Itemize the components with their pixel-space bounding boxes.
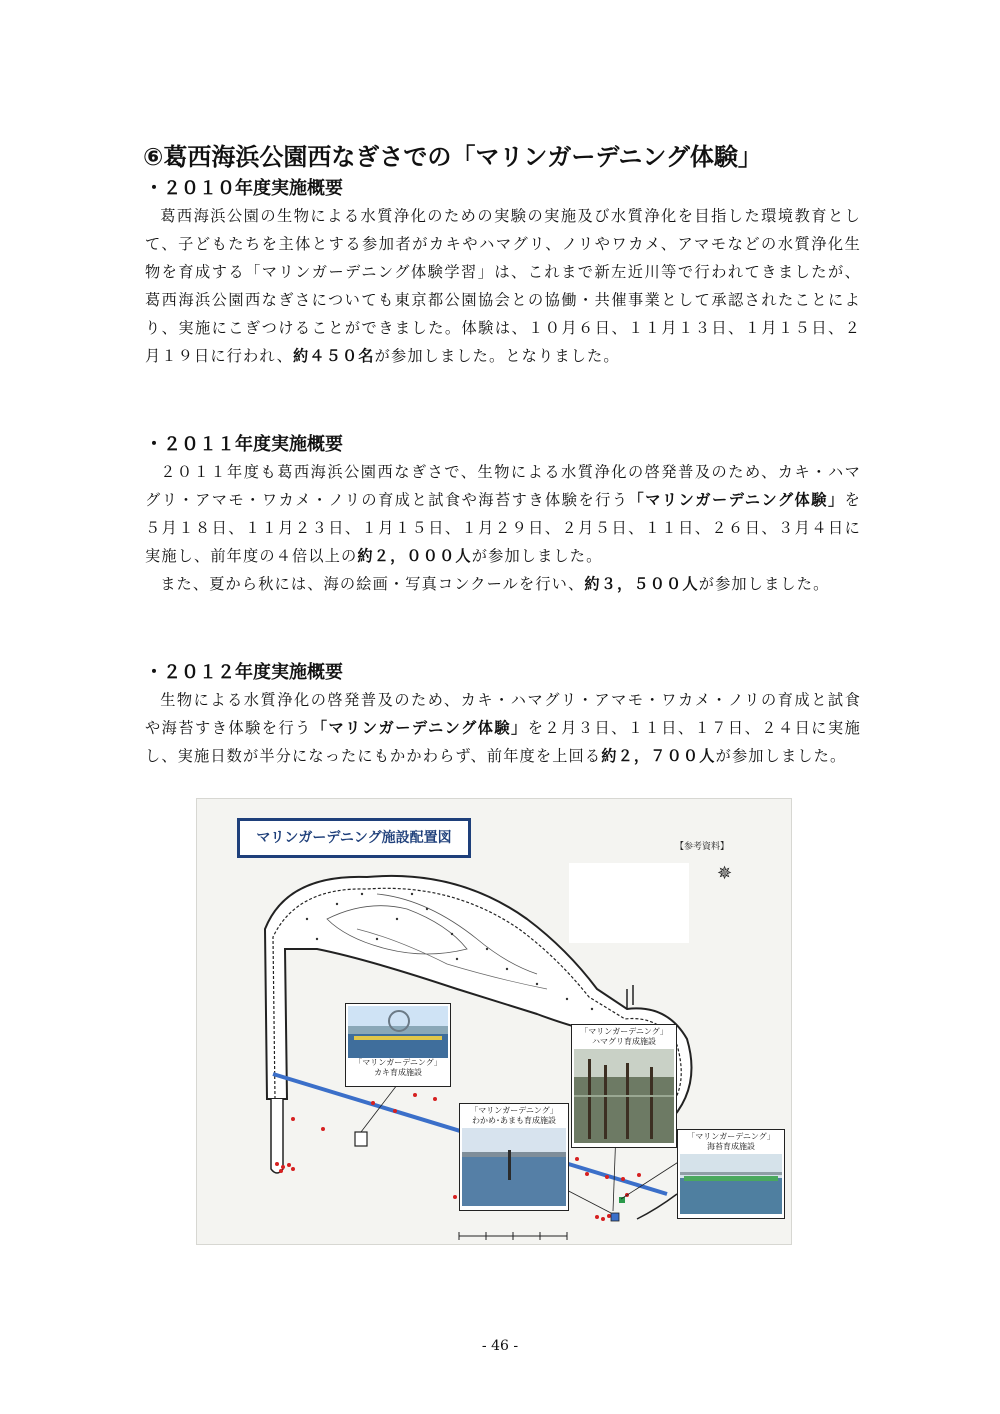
- page-number: - 46 -: [481, 1338, 519, 1354]
- section-2011: [145, 432, 861, 598]
- section-paragraph: [145, 202, 861, 370]
- section-heading: ・２０１１年度実施概要: [145, 434, 343, 455]
- map-title: マリンガーデニング施設配置図: [237, 818, 471, 858]
- emphasis-text: 約３，５００人: [584, 575, 699, 593]
- section-paragraph: [145, 458, 861, 570]
- oyster-facility-photo: [348, 1006, 448, 1058]
- emphasis-text: 「マリンガーデニング体験」: [628, 491, 845, 509]
- callout-label: 「マリンガーデニング」: [470, 1106, 558, 1115]
- callout-label: わかめ･あまも育成施設: [472, 1116, 556, 1125]
- callout-label: 「マリンガーデニング」: [687, 1132, 775, 1141]
- breakwater: [271, 1099, 283, 1173]
- callout-nori-facility: [677, 1129, 785, 1219]
- section-paragraph: [145, 686, 861, 770]
- seaweed-facility-photo: [462, 1128, 566, 1206]
- body-text: を２月３日、１１日、１７日、２４日に実施し、実施日数が半分になったにもかかわらず、前年度を上回る: [145, 719, 862, 765]
- body-text: が参加しました。: [471, 547, 603, 565]
- blank-area: [569, 863, 689, 943]
- oyster-facility-marker: [355, 1132, 367, 1146]
- emphasis-text: 「マリンガーデニング体験」: [311, 719, 528, 737]
- body-text: 葛西海浜公園の生物による水質浄化のための実験の実施及び水質浄化を目指した環境教育として、子どもたちを主体とする参加者がカキやハマグリ、ノリやワカメ、アマモなどの水質浄化生物を育成する「マリンガーデニング体験学習」は、これまで新左近川等で行われてきましたが、葛西海浜公園西なぎさについても東京都公園協会との協働・共催事業として承認されたことにより、実施にこぎつけることができました。体験は、１０月６日、１１月１３日、１月１５日、２月１９日に行われ、: [145, 207, 861, 365]
- facility-map-figure: [196, 798, 792, 1245]
- nori-facility-photo: [680, 1154, 782, 1214]
- section-paragraph: [145, 570, 861, 598]
- clam-facility-photo: [574, 1049, 674, 1143]
- callout-label: カキ育成施設: [374, 1068, 422, 1077]
- body-text: ２０１１年度も葛西海浜公園西なぎさで、生物による水質浄化の啓発普及のため、カキ・ハマグリ・アマモ・ワカメ・ノリの育成と試食や海苔すき体験を行う: [145, 463, 861, 509]
- body-text: が参加しました。: [715, 747, 847, 765]
- reference-label: 【参考資料】: [675, 842, 730, 852]
- page-title: ⑥葛西海浜公園西なぎさでの「マリンガーデニング体験」: [143, 143, 762, 171]
- callout-label: ハマグリ育成施設: [592, 1037, 656, 1046]
- emphasis-text: 約４５０名: [292, 347, 375, 365]
- callout-label: 「マリンガーデニング」: [354, 1058, 442, 1067]
- callout-oyster-facility: [345, 1003, 451, 1087]
- callout-seaweed-facility: [459, 1103, 569, 1211]
- section-2010: [145, 176, 861, 370]
- section-heading: ・２０１２年度実施概要: [145, 662, 343, 683]
- scale-bar: [459, 1232, 567, 1240]
- section-heading: ・２０１０年度実施概要: [145, 178, 343, 199]
- emphasis-text: 約２，７００人: [601, 747, 716, 765]
- body-text: を５月１８日、１１月２３日、１月１５日、１月２９日、２月５日、１１日、２６日、３月４日に実施し、前年度の４倍以上の: [145, 491, 861, 565]
- callout-label: 「マリンガーデニング」: [580, 1027, 668, 1036]
- body-text: また、夏から秋には、海の絵画・写真コンクールを行い、: [160, 575, 585, 593]
- body-text: 生物による水質浄化の啓発普及のため、カキ・ハマグリ・アマモ・ワカメ・ノリの育成と試食や海苔すき体験を行う: [145, 691, 861, 737]
- body-text: が参加しました。: [698, 575, 830, 593]
- emphasis-text: 約２，０００人: [357, 547, 472, 565]
- callout-clam-facility: [571, 1024, 677, 1148]
- section-2012: [145, 660, 861, 770]
- callout-label: 海苔育成施設: [707, 1142, 755, 1151]
- compass-icon: ✵: [717, 863, 733, 884]
- body-text: が参加しました。となりました。: [374, 347, 620, 365]
